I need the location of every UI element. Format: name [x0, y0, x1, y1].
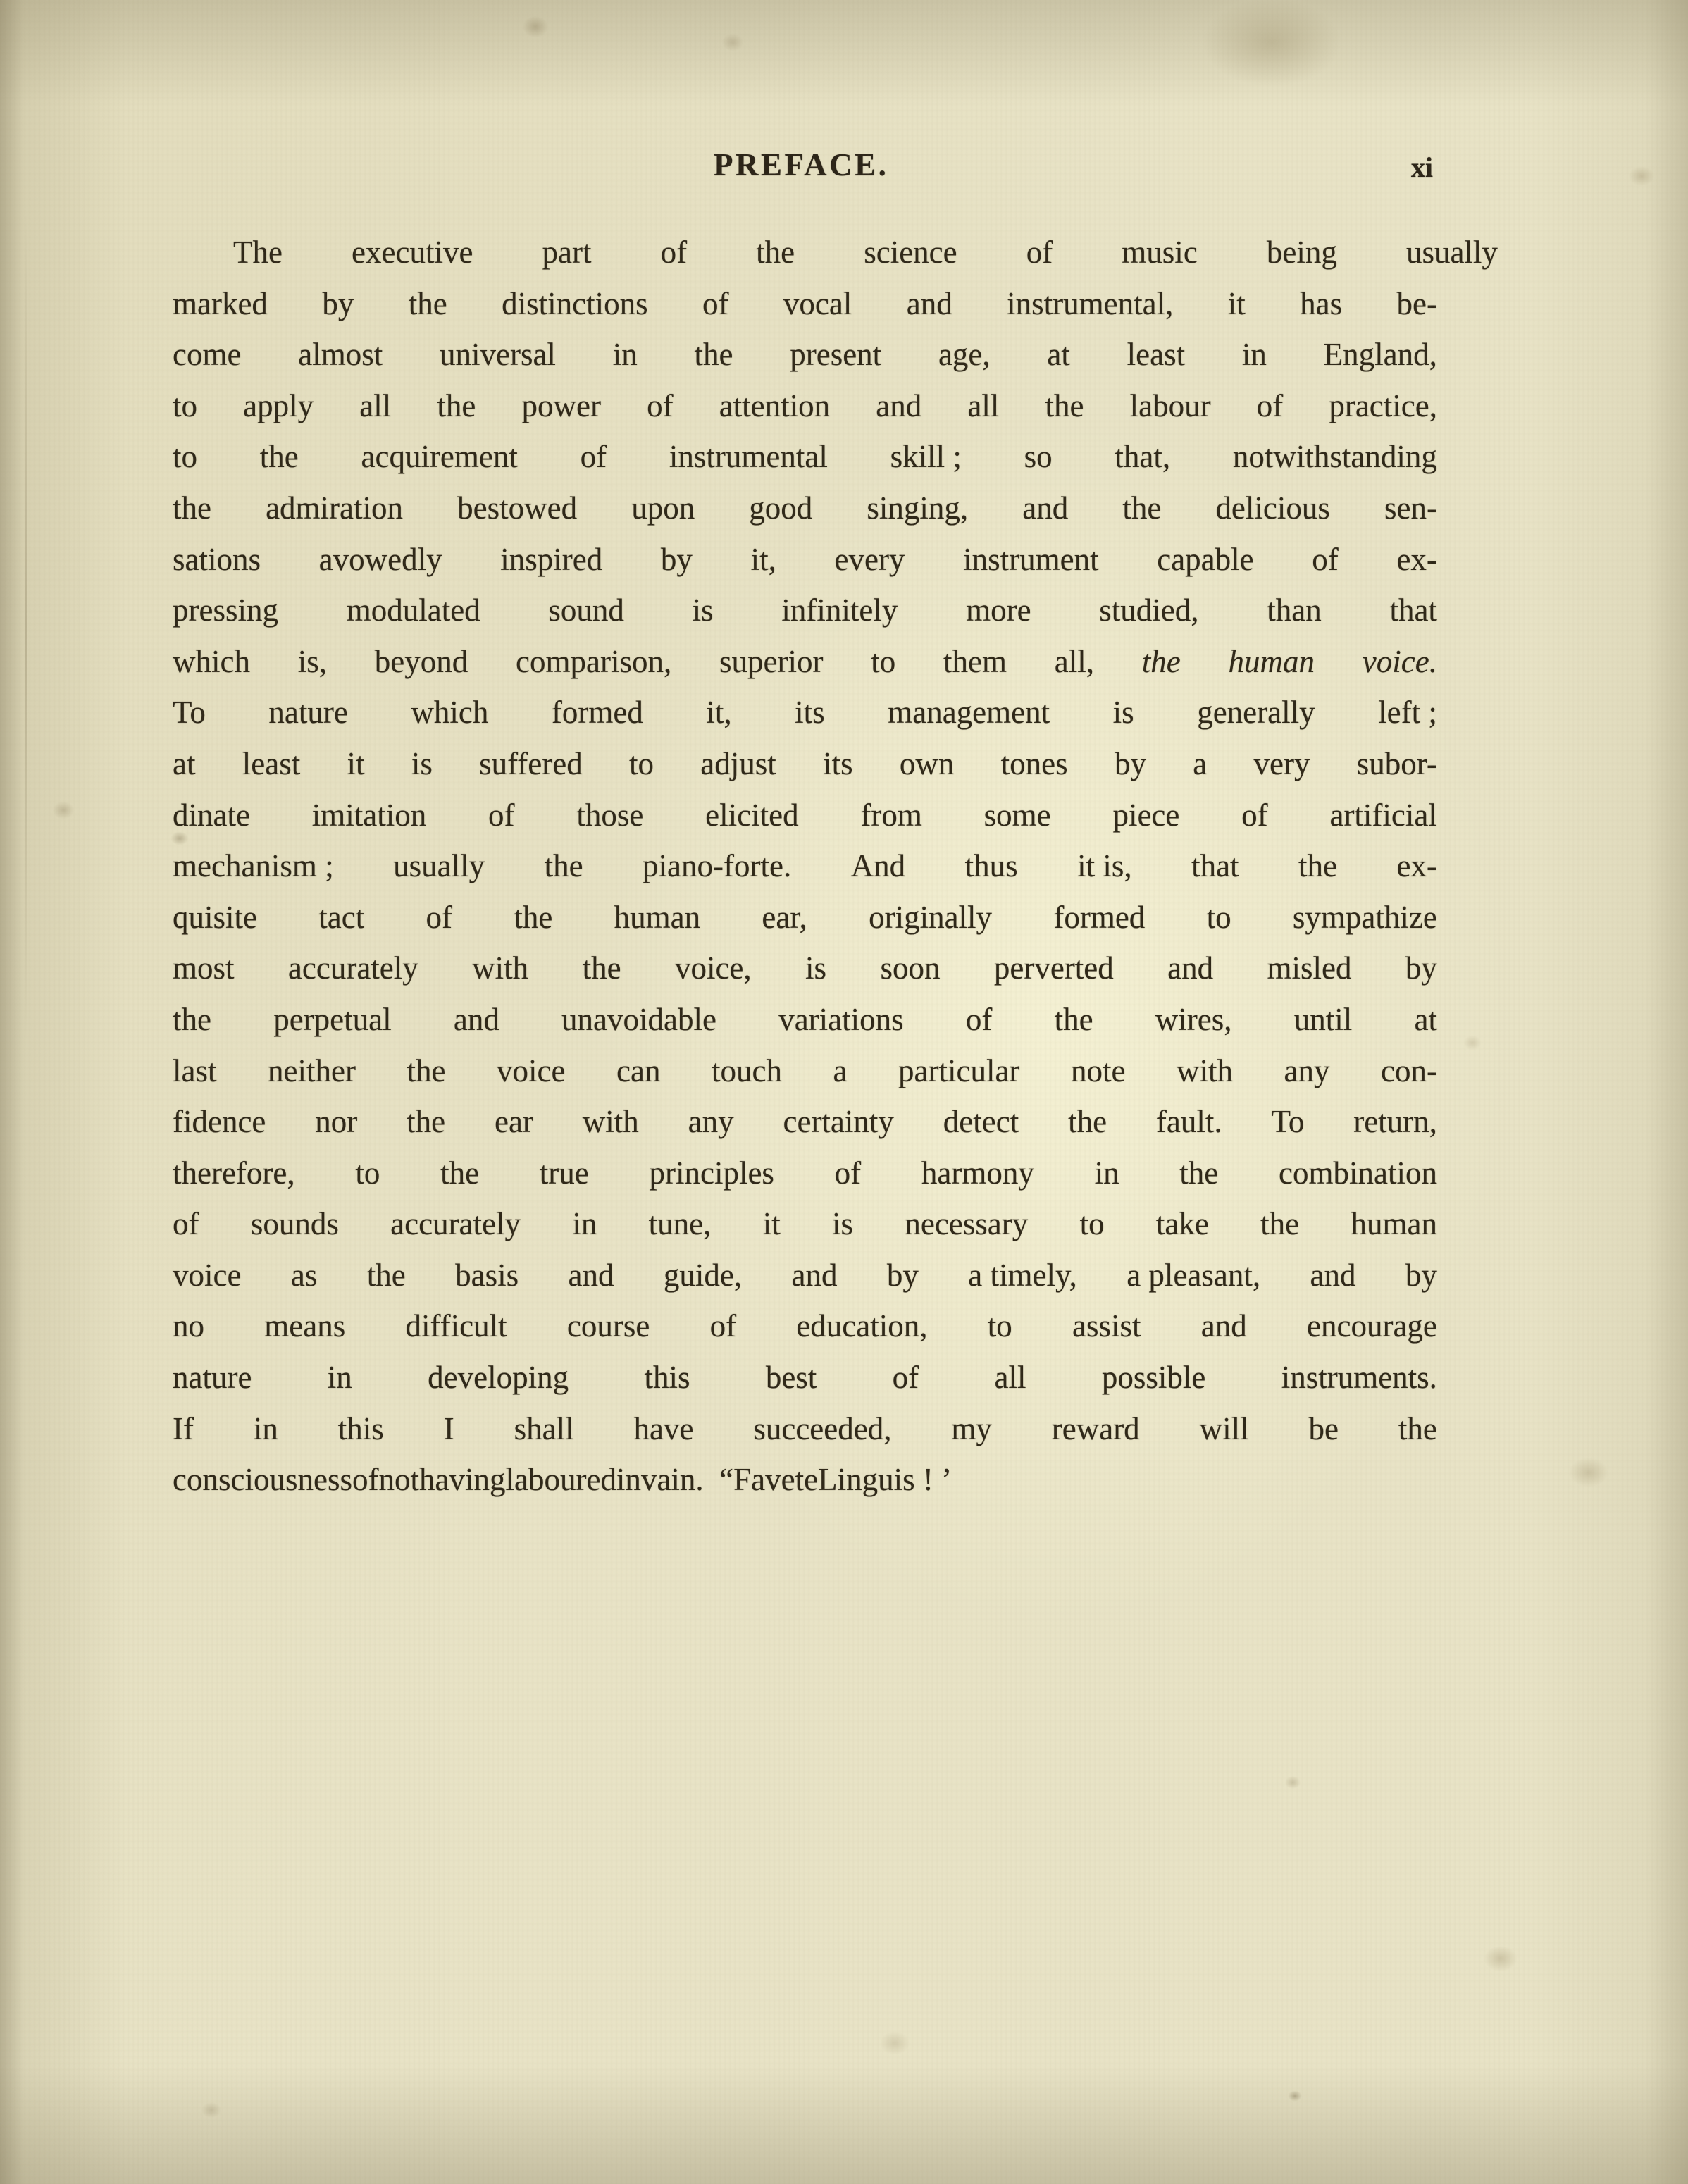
word: is — [832, 1206, 854, 1242]
word: sations — [173, 541, 261, 577]
word: perpetual — [273, 1001, 392, 1037]
word: the — [407, 1104, 446, 1140]
word: is — [805, 950, 827, 986]
word: by — [1405, 950, 1437, 986]
word: more — [966, 592, 1031, 628]
word: by — [886, 1257, 919, 1293]
text-line — [173, 950, 1437, 1001]
word: the — [1179, 1155, 1219, 1191]
word: sympathize — [1292, 899, 1437, 935]
word: is, — [297, 643, 328, 679]
word: the — [1398, 1410, 1437, 1446]
word: it, — [750, 541, 776, 577]
word: at — [1414, 1001, 1437, 1037]
word: and — [1200, 1308, 1247, 1344]
word: detect — [943, 1104, 1019, 1140]
word: and — [1022, 490, 1069, 526]
word: difficult — [405, 1308, 507, 1344]
word: be — [1308, 1410, 1339, 1446]
word: distinctions — [502, 285, 648, 321]
word: attention — [719, 387, 831, 423]
word: nature — [268, 695, 348, 731]
word: has — [1300, 285, 1343, 321]
word: suffered — [479, 745, 583, 781]
text-line — [173, 643, 1437, 695]
word: human — [614, 899, 701, 935]
word: any — [688, 1104, 734, 1140]
word: the — [544, 848, 583, 884]
word: the — [514, 899, 553, 935]
word: a pleasant, — [1127, 1257, 1261, 1293]
word: of — [426, 899, 453, 935]
text-line — [173, 285, 1437, 337]
word: capable — [1157, 541, 1254, 577]
word: at — [173, 745, 196, 781]
text-line — [173, 490, 1437, 541]
text-line — [173, 1359, 1437, 1410]
word: possible — [1101, 1360, 1206, 1396]
word: England, — [1323, 337, 1437, 373]
word: age, — [938, 337, 991, 373]
word: until — [1293, 1001, 1353, 1037]
word: executive — [352, 235, 473, 270]
word: instrument — [963, 541, 1099, 577]
word: the — [1054, 1001, 1093, 1037]
word: all — [967, 387, 1000, 423]
word: it — [347, 745, 365, 781]
word: it — [1227, 285, 1246, 321]
text-line — [173, 745, 1437, 797]
word: artificial — [1329, 797, 1437, 833]
text-line — [173, 1103, 1437, 1155]
word: with — [472, 950, 529, 986]
word: And — [850, 848, 906, 884]
word: elicited — [705, 797, 799, 833]
word: the — [756, 235, 795, 270]
word: this — [337, 1410, 384, 1446]
word: them — [943, 643, 1007, 679]
word: so — [1024, 439, 1053, 475]
word: its — [795, 695, 825, 731]
text-line — [173, 438, 1437, 490]
word: and — [906, 285, 952, 321]
word: of — [173, 1206, 199, 1242]
word: is — [411, 745, 433, 781]
word: part — [542, 235, 592, 270]
word: having — [419, 1462, 506, 1498]
text-line — [173, 899, 1437, 950]
word: of — [1241, 797, 1268, 833]
word: vocal — [783, 285, 852, 321]
text-line — [173, 387, 1437, 439]
word: accurately — [390, 1206, 521, 1242]
word: “Favete — [703, 1462, 819, 1498]
word: being — [1266, 235, 1337, 270]
word: nor — [315, 1104, 358, 1140]
word: and — [453, 1001, 499, 1037]
word: perverted — [993, 950, 1114, 986]
word: of — [1312, 541, 1339, 577]
word: combination — [1279, 1155, 1437, 1191]
word: shall — [514, 1410, 574, 1446]
word: the — [259, 439, 299, 475]
word: by — [660, 541, 693, 577]
word: imitation — [311, 797, 427, 833]
running-head — [173, 147, 1437, 187]
word: and — [1310, 1257, 1356, 1293]
word: all, — [1054, 643, 1094, 679]
word: vain. — [640, 1462, 704, 1498]
word: the — [173, 490, 211, 526]
word: very — [1253, 745, 1310, 781]
text-line — [173, 336, 1437, 387]
word: present — [790, 337, 882, 373]
word: science — [864, 235, 957, 270]
text-line — [173, 797, 1437, 848]
word: take — [1155, 1206, 1209, 1242]
word: it — [762, 1206, 781, 1242]
word: necessary — [905, 1206, 1029, 1242]
word: all — [359, 387, 392, 423]
word: in — [572, 1206, 597, 1242]
word: come — [173, 337, 242, 373]
word: the — [1122, 490, 1162, 526]
word: the — [1045, 387, 1084, 423]
word: course — [566, 1308, 650, 1344]
word: I — [443, 1410, 454, 1446]
word: basis — [455, 1257, 519, 1293]
word: delicious — [1215, 490, 1330, 526]
text-line — [173, 1053, 1437, 1104]
word: subor- — [1356, 745, 1437, 781]
word: in — [1241, 337, 1267, 373]
text-line — [173, 234, 1498, 285]
word: note — [1070, 1053, 1126, 1088]
word: admiration — [266, 490, 404, 526]
word: Linguis ! ’ — [818, 1462, 952, 1498]
text-line — [173, 694, 1437, 745]
text-line — [173, 1410, 1437, 1462]
word: all — [994, 1360, 1026, 1396]
word: tact — [318, 899, 365, 935]
word: with — [1176, 1053, 1233, 1088]
word: singing, — [867, 490, 969, 526]
word: fault. — [1155, 1104, 1222, 1140]
word: usually — [393, 848, 485, 884]
word: con- — [1381, 1053, 1437, 1088]
word: the — [437, 387, 476, 423]
word: management — [888, 695, 1050, 731]
word: thus — [964, 848, 1018, 884]
word: that — [1191, 848, 1239, 884]
word: a timely, — [968, 1257, 1077, 1293]
word: instruments. — [1281, 1360, 1437, 1396]
word: power — [521, 387, 601, 423]
word: the — [1298, 848, 1337, 884]
word: means — [264, 1308, 346, 1344]
word: least — [1127, 337, 1186, 373]
word: almost — [298, 337, 383, 373]
word: the — [1141, 643, 1181, 679]
word: ear, — [762, 899, 807, 935]
word: will — [1199, 1410, 1249, 1446]
word: neither — [268, 1053, 356, 1088]
word: variations — [778, 1001, 904, 1037]
word: piece — [1112, 797, 1180, 833]
word: in — [612, 337, 638, 373]
word: no — [173, 1308, 204, 1344]
word: the — [407, 1053, 446, 1088]
word: piano-forte. — [643, 848, 792, 884]
word: unavoidable — [561, 1001, 716, 1037]
word: the — [1260, 1206, 1300, 1242]
word: sen- — [1384, 490, 1437, 526]
word: formed — [1053, 899, 1146, 935]
word: notwithstanding — [1232, 439, 1437, 475]
word: from — [860, 797, 922, 833]
word: formed — [551, 695, 643, 731]
word: wires, — [1155, 1001, 1232, 1037]
word: the — [694, 337, 733, 373]
word: which — [173, 643, 250, 679]
word: bestowed — [457, 490, 578, 526]
word: universal — [439, 337, 556, 373]
word: music — [1122, 235, 1198, 270]
text-line — [173, 1205, 1437, 1257]
word: The — [233, 235, 283, 270]
word: inspired — [500, 541, 603, 577]
word: pressing — [173, 592, 278, 628]
word: have — [633, 1410, 694, 1446]
word: usually — [1405, 235, 1498, 270]
word: To — [173, 695, 206, 731]
word: than — [1267, 592, 1322, 628]
word: instrumental — [669, 439, 828, 475]
word: soon — [880, 950, 941, 986]
word: any — [1284, 1053, 1330, 1088]
word: left ; — [1378, 695, 1437, 731]
word: of — [965, 1001, 993, 1037]
word: the — [408, 285, 447, 321]
word: encourage — [1307, 1308, 1437, 1344]
word: avowedly — [318, 541, 442, 577]
word: beyond — [374, 643, 468, 679]
word: voice — [497, 1053, 566, 1088]
word: touch — [711, 1053, 782, 1088]
word: of — [702, 285, 729, 321]
word: assist — [1072, 1308, 1141, 1344]
word: voice — [173, 1257, 242, 1293]
word: every — [834, 541, 905, 577]
word: fidence — [173, 1104, 266, 1140]
word: and — [568, 1257, 614, 1293]
word: modulated — [346, 592, 480, 628]
word: in — [1094, 1155, 1119, 1191]
word: my — [951, 1410, 992, 1446]
word: to — [1206, 899, 1231, 935]
page-number: xi — [1410, 151, 1433, 183]
word: with — [582, 1104, 639, 1140]
word: some — [983, 797, 1051, 833]
word: the — [1068, 1104, 1107, 1140]
word: nature — [173, 1360, 252, 1396]
word: tones — [1000, 745, 1068, 781]
word: of — [647, 387, 674, 423]
word: good — [749, 490, 813, 526]
word: accurately — [287, 950, 418, 986]
word: last — [173, 1053, 217, 1088]
word: To — [1271, 1104, 1305, 1140]
word: ex- — [1396, 541, 1437, 577]
word: its — [823, 745, 853, 781]
word: can — [616, 1053, 661, 1088]
word: of — [352, 1462, 379, 1498]
word: therefore, — [173, 1155, 295, 1191]
word: ear — [494, 1104, 533, 1140]
word: particular — [898, 1053, 1020, 1088]
word: in — [327, 1360, 352, 1396]
word: originally — [869, 899, 993, 935]
word: is — [1112, 695, 1134, 731]
word: laboured — [505, 1462, 616, 1498]
word: the — [173, 1001, 211, 1037]
word: quisite — [173, 899, 257, 935]
word: that, — [1115, 439, 1171, 475]
text-line — [173, 541, 1437, 592]
word: sounds — [250, 1206, 339, 1242]
word: consciousness — [173, 1462, 352, 1498]
word: it, — [706, 695, 732, 731]
word: at — [1047, 337, 1070, 373]
word: ex- — [1396, 848, 1437, 884]
word: certainty — [783, 1104, 894, 1140]
word: marked — [173, 285, 268, 321]
word: apply — [243, 387, 314, 423]
word: return, — [1353, 1104, 1437, 1140]
word: in — [616, 1462, 641, 1498]
word: as — [290, 1257, 318, 1293]
word: adjust — [700, 745, 776, 781]
word: to — [987, 1308, 1012, 1344]
word: If — [173, 1410, 194, 1446]
preface-body — [173, 234, 1498, 1513]
word: harmony — [921, 1155, 1034, 1191]
word: not — [378, 1462, 419, 1498]
text-line — [173, 848, 1437, 899]
word: those — [576, 797, 644, 833]
word: of — [1026, 235, 1053, 270]
word: labour — [1129, 387, 1211, 423]
word: misled — [1267, 950, 1352, 986]
word: by — [322, 285, 354, 321]
word: of — [580, 439, 607, 475]
word: dinate — [173, 797, 250, 833]
word: human — [1228, 643, 1315, 679]
word: of — [1256, 387, 1284, 423]
text-line — [173, 1001, 1437, 1053]
word: acquirement — [361, 439, 518, 475]
word: guide, — [663, 1257, 743, 1293]
word: it is, — [1077, 848, 1132, 884]
word: best — [765, 1360, 817, 1396]
word: and — [876, 387, 922, 423]
word: by — [1405, 1257, 1437, 1293]
word: true — [539, 1155, 589, 1191]
word: sound — [548, 592, 624, 628]
word: is — [692, 592, 714, 628]
word: to — [355, 1155, 380, 1191]
gutter-shadow-line — [25, 211, 27, 1043]
word: of — [834, 1155, 862, 1191]
word: to — [1079, 1206, 1105, 1242]
word: mechanism ; — [173, 848, 334, 884]
text-line — [173, 1308, 1437, 1359]
word: the — [366, 1257, 406, 1293]
word: superior — [719, 643, 824, 679]
word: skill ; — [890, 439, 962, 475]
word: that — [1389, 592, 1437, 628]
word: comparison, — [516, 643, 672, 679]
word: reward — [1051, 1410, 1140, 1446]
word: least — [242, 745, 301, 781]
text-line — [173, 1461, 1437, 1513]
word: the — [582, 950, 621, 986]
word: in — [253, 1410, 278, 1446]
word: human — [1351, 1206, 1437, 1242]
word: of — [892, 1360, 919, 1396]
word: most — [173, 950, 235, 986]
text-line — [173, 1257, 1437, 1308]
word: a — [833, 1053, 848, 1088]
word: which — [411, 695, 489, 731]
word: practice, — [1329, 387, 1437, 423]
word: the — [440, 1155, 480, 1191]
word: own — [899, 745, 955, 781]
word: and — [791, 1257, 838, 1293]
word: infinitely — [781, 592, 898, 628]
page-title: PREFACE. — [714, 147, 889, 182]
word: to — [629, 745, 654, 781]
text-line — [173, 592, 1437, 643]
word: developing — [428, 1360, 569, 1396]
word: a — [1193, 745, 1208, 781]
word: upon — [631, 490, 695, 526]
word: studied, — [1099, 592, 1199, 628]
word: succeeded, — [753, 1410, 892, 1446]
word: to — [871, 643, 896, 679]
word: voice. — [1362, 643, 1437, 679]
word: education, — [796, 1308, 928, 1344]
word: be- — [1396, 285, 1437, 321]
word: to — [173, 439, 198, 475]
word: to — [173, 387, 198, 423]
word: of — [488, 797, 515, 833]
word: instrumental, — [1007, 285, 1174, 321]
word: generally — [1197, 695, 1315, 731]
word: by — [1114, 745, 1146, 781]
word: and — [1167, 950, 1214, 986]
text-line — [173, 1155, 1437, 1206]
word: tune, — [648, 1206, 712, 1242]
word: this — [644, 1360, 690, 1396]
word: of — [660, 235, 688, 270]
word: voice, — [674, 950, 752, 986]
word: of — [709, 1308, 737, 1344]
word: principles — [649, 1155, 774, 1191]
